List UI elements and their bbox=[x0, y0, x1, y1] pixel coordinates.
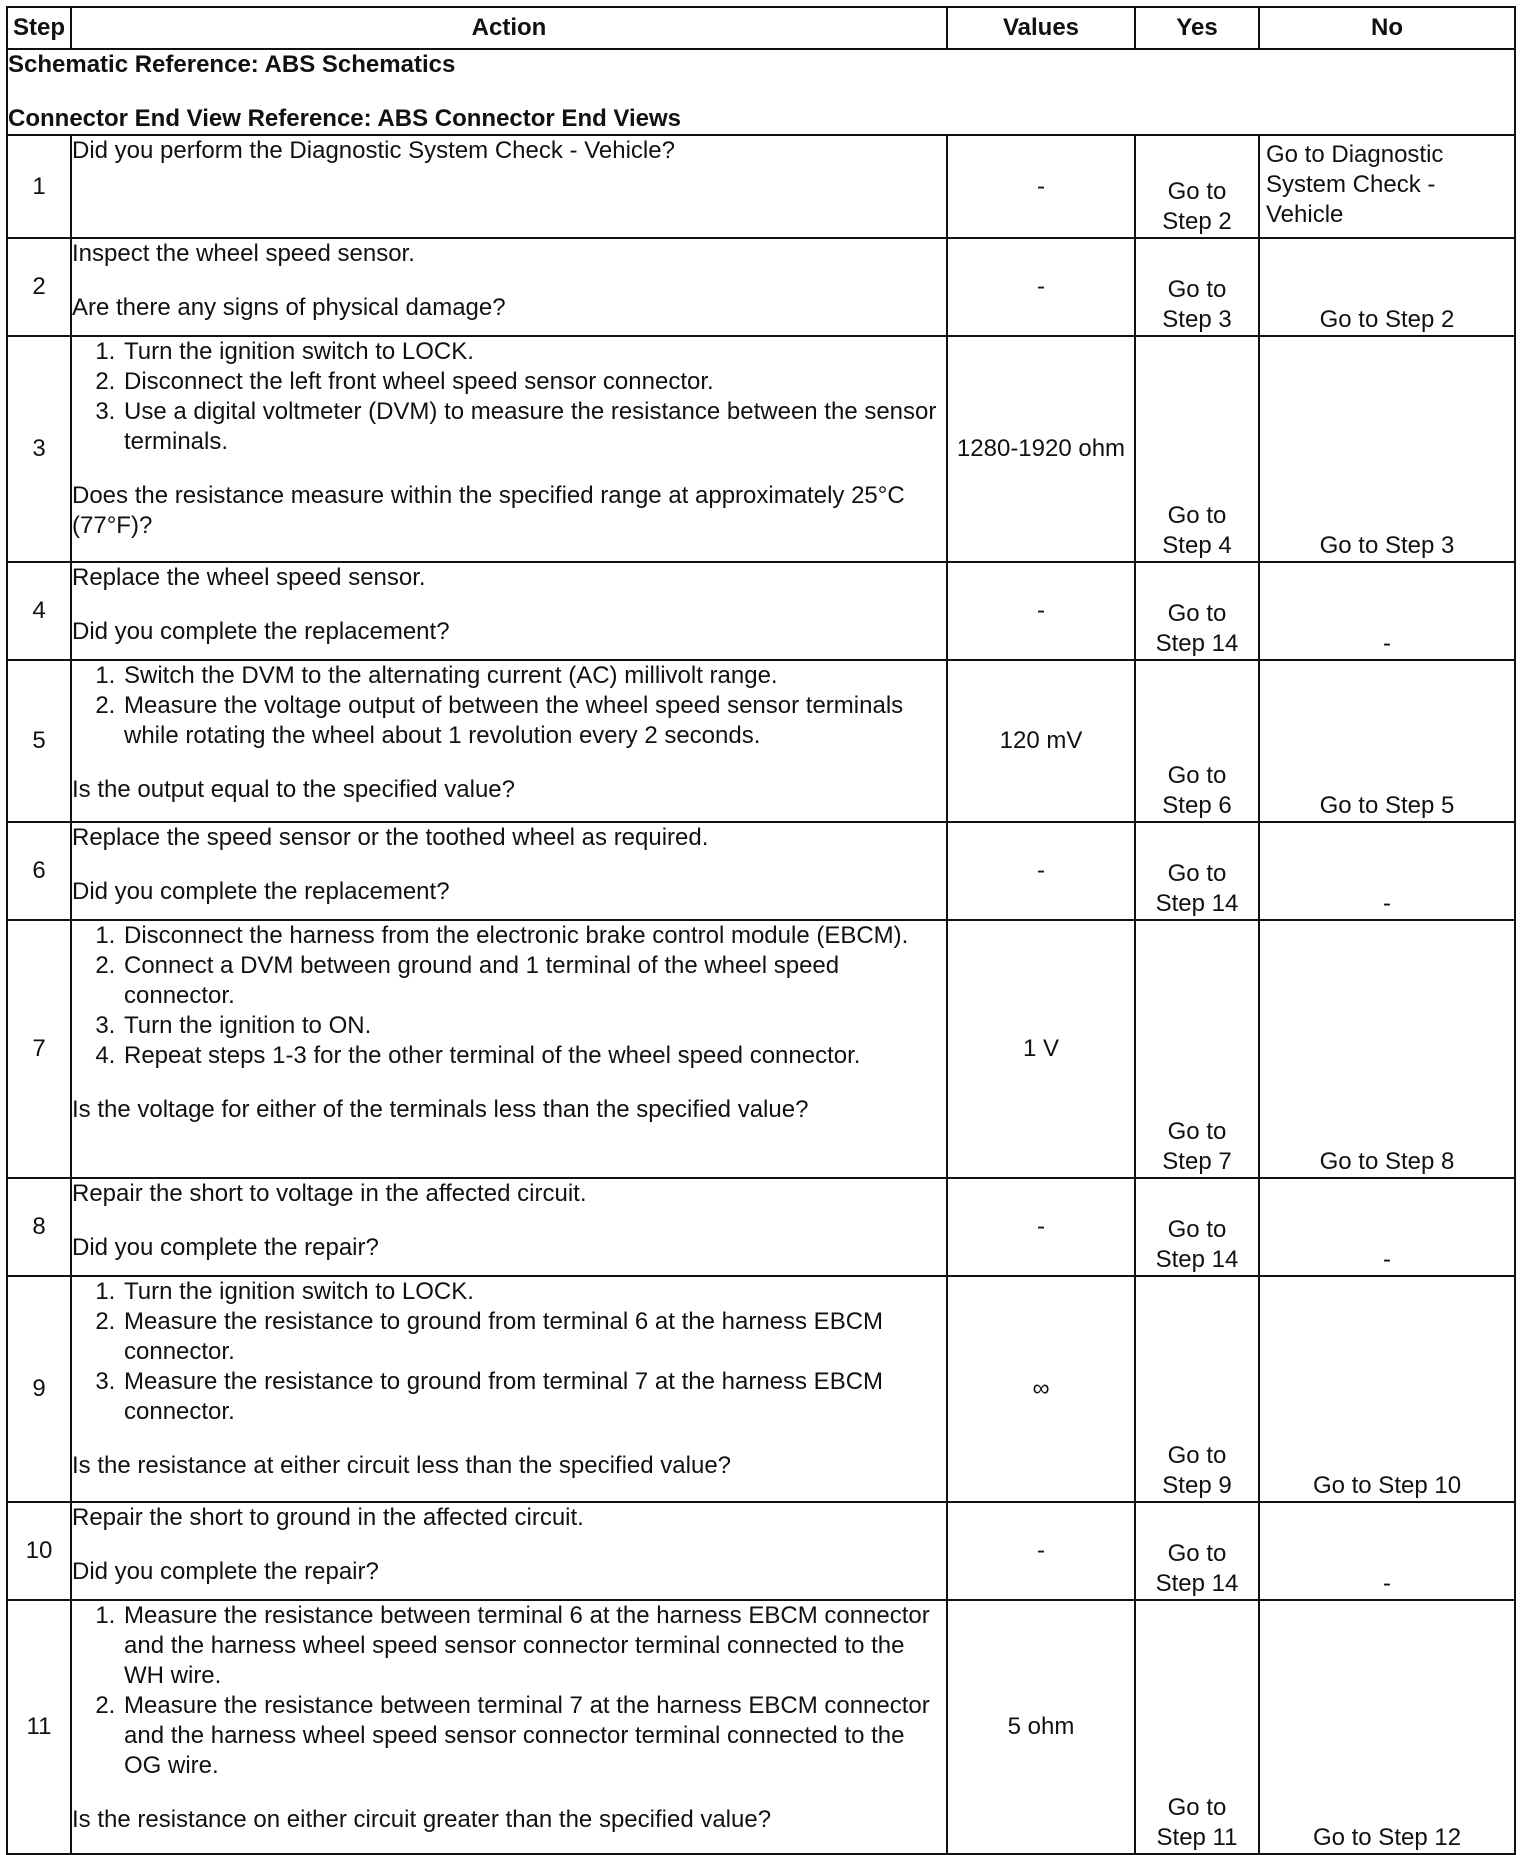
step-number: 5 bbox=[7, 660, 71, 822]
action-cell bbox=[71, 336, 947, 562]
step-row bbox=[7, 920, 1515, 1178]
action-cell bbox=[71, 1276, 947, 1502]
action-steps-list bbox=[72, 921, 946, 1071]
yes-cell bbox=[1135, 822, 1259, 920]
step-row bbox=[7, 135, 1515, 238]
action-cell bbox=[71, 238, 947, 336]
action-step-item: 1. Turn the ignition switch to LOCK. bbox=[122, 337, 946, 367]
action-question: Is the resistance on either circuit greater than the specified value? bbox=[72, 1806, 772, 1833]
step-row bbox=[7, 1276, 1515, 1502]
yes-cell bbox=[1135, 238, 1259, 336]
action-cell bbox=[71, 920, 947, 1178]
yes-cell bbox=[1135, 1502, 1259, 1600]
step-number: 1 bbox=[7, 135, 71, 238]
step-number: 10 bbox=[7, 1502, 71, 1600]
action-step-item: 3. Turn the ignition to ON. bbox=[122, 1011, 946, 1041]
step-row bbox=[7, 1600, 1515, 1854]
no-cell: Go to Step 10 bbox=[1259, 1276, 1515, 1502]
step-number: 9 bbox=[7, 1276, 71, 1502]
no-cell: - bbox=[1259, 562, 1515, 660]
action-steps-list bbox=[72, 1277, 946, 1427]
yes-goto-link: Go to Step 3 bbox=[1162, 276, 1232, 333]
no-cell: - bbox=[1259, 822, 1515, 920]
header-no: No bbox=[1259, 7, 1515, 49]
yes-cell bbox=[1135, 660, 1259, 822]
no-cell: - bbox=[1259, 1502, 1515, 1600]
action-question: Does the resistance measure within the specified range at approximately 25°C (77°F)? bbox=[72, 482, 905, 539]
step-number: 6 bbox=[7, 822, 71, 920]
yes-goto-link: Go to Step 14 bbox=[1155, 1216, 1239, 1273]
action-cell bbox=[71, 822, 947, 920]
no-cell: - bbox=[1259, 1178, 1515, 1276]
yes-goto-link: Go to Step 14 bbox=[1155, 1540, 1239, 1597]
step-number: 11 bbox=[7, 1600, 71, 1854]
action-text: Replace the speed sensor or the toothed wheel as required. bbox=[72, 824, 709, 851]
action-cell bbox=[71, 562, 947, 660]
action-step-item: 1. Turn the ignition switch to LOCK. bbox=[122, 1277, 946, 1307]
yes-goto-link: Go to Step 7 bbox=[1162, 1118, 1232, 1175]
yes-goto-link: Go to Step 9 bbox=[1162, 1442, 1232, 1499]
action-text: Inspect the wheel speed sensor. bbox=[72, 240, 415, 267]
value-cell: - bbox=[947, 135, 1135, 238]
action-question: Did you complete the replacement? bbox=[72, 878, 450, 905]
action-text: Repair the short to voltage in the affected circuit. bbox=[72, 1180, 587, 1207]
no-cell: Go to Step 12 bbox=[1259, 1600, 1515, 1854]
yes-cell bbox=[1135, 1600, 1259, 1854]
yes-cell bbox=[1135, 135, 1259, 238]
step-row bbox=[7, 660, 1515, 822]
action-question: Did you complete the repair? bbox=[72, 1558, 379, 1585]
action-step-item: 1. Measure the resistance between terminal 6 at the harness EBCM connector and the harness wheel speed sensor connector terminal connected to the WH wire. bbox=[122, 1601, 946, 1691]
step-row bbox=[7, 822, 1515, 920]
value-cell: 1 V bbox=[947, 920, 1135, 1178]
action-text: Replace the wheel speed sensor. bbox=[72, 564, 426, 591]
reference-cell bbox=[7, 49, 1515, 135]
step-row bbox=[7, 336, 1515, 562]
value-cell: 5 ohm bbox=[947, 1600, 1135, 1854]
action-step-item: 2. Measure the resistance between terminal 7 at the harness EBCM connector and the harness wheel speed sensor connector terminal connected to the OG wire. bbox=[122, 1691, 946, 1781]
step-number: 7 bbox=[7, 920, 71, 1178]
diagnostic-table bbox=[6, 6, 1516, 1855]
diagnostic-table-container bbox=[6, 6, 1514, 1855]
action-step-item: 2. Disconnect the left front wheel speed sensor connector. bbox=[122, 367, 946, 397]
header-yes: Yes bbox=[1135, 7, 1259, 49]
yes-goto-link: Go to Step 4 bbox=[1162, 502, 1232, 559]
action-step-item: 1. Disconnect the harness from the electronic brake control module (EBCM). bbox=[122, 921, 946, 951]
action-question: Is the output equal to the specified value? bbox=[72, 776, 515, 803]
step-row bbox=[7, 562, 1515, 660]
action-cell bbox=[71, 1600, 947, 1854]
action-cell bbox=[71, 1178, 947, 1276]
action-step-item: 2. Measure the voltage output of between the wheel speed sensor terminals while rotating the wheel about 1 revolution every 2 seconds. bbox=[122, 691, 946, 751]
header-action: Action bbox=[71, 7, 947, 49]
connector-reference: Connector End View Reference: ABS Connector End Views bbox=[8, 105, 682, 132]
yes-goto-link: Go to Step 6 bbox=[1162, 762, 1232, 819]
header-values: Values bbox=[947, 7, 1135, 49]
no-cell: Go to Step 2 bbox=[1259, 238, 1515, 336]
no-cell: Go to Step 3 bbox=[1259, 336, 1515, 562]
action-cell bbox=[71, 135, 947, 238]
yes-goto-link: Go to Step 11 bbox=[1156, 1794, 1238, 1851]
action-cell bbox=[71, 660, 947, 822]
action-step-item: 1. Switch the DVM to the alternating current (AC) millivolt range. bbox=[122, 661, 946, 691]
action-step-item: 4. Repeat steps 1-3 for the other terminal of the wheel speed connector. bbox=[122, 1041, 946, 1071]
yes-goto-link: Go to Step 2 bbox=[1162, 178, 1232, 235]
value-cell: - bbox=[947, 238, 1135, 336]
no-cell: Go to Diagnostic System Check - Vehicle bbox=[1259, 135, 1515, 238]
yes-cell bbox=[1135, 562, 1259, 660]
no-cell: Go to Step 5 bbox=[1259, 660, 1515, 822]
action-step-item: 3. Use a digital voltmeter (DVM) to measure the resistance between the sensor terminals. bbox=[122, 397, 946, 457]
action-steps-list bbox=[72, 1601, 946, 1781]
action-steps-list bbox=[72, 661, 946, 751]
no-cell: Go to Step 8 bbox=[1259, 920, 1515, 1178]
yes-goto-link: Go to Step 14 bbox=[1155, 600, 1239, 657]
action-step-item: 2. Connect a DVM between ground and 1 terminal of the wheel speed connector. bbox=[122, 951, 946, 1011]
value-cell: 1280-1920 ohm bbox=[947, 336, 1135, 562]
value-cell: - bbox=[947, 1502, 1135, 1600]
action-step-item: 2. Measure the resistance to ground from terminal 6 at the harness EBCM connector. bbox=[122, 1307, 946, 1367]
step-row bbox=[7, 1502, 1515, 1600]
action-question: Did you complete the replacement? bbox=[72, 618, 450, 645]
yes-cell bbox=[1135, 336, 1259, 562]
header-row bbox=[7, 7, 1515, 49]
yes-cell bbox=[1135, 920, 1259, 1178]
reference-row bbox=[7, 49, 1515, 135]
action-text: Did you perform the Diagnostic System Check - Vehicle? bbox=[72, 137, 675, 164]
action-question: Is the voltage for either of the terminals less than the specified value? bbox=[72, 1096, 809, 1123]
value-cell: - bbox=[947, 822, 1135, 920]
yes-cell bbox=[1135, 1276, 1259, 1502]
step-number: 8 bbox=[7, 1178, 71, 1276]
yes-cell bbox=[1135, 1178, 1259, 1276]
header-step: Step bbox=[7, 7, 71, 49]
table-body bbox=[7, 49, 1515, 1854]
value-cell: 120 mV bbox=[947, 660, 1135, 822]
action-text: Repair the short to ground in the affected circuit. bbox=[72, 1504, 584, 1531]
step-number: 3 bbox=[7, 336, 71, 562]
action-question: Are there any signs of physical damage? bbox=[72, 294, 506, 321]
yes-goto-link: Go to Step 14 bbox=[1155, 860, 1239, 917]
action-step-item: 3. Measure the resistance to ground from terminal 7 at the harness EBCM connector. bbox=[122, 1367, 946, 1427]
value-cell: - bbox=[947, 1178, 1135, 1276]
action-question: Did you complete the repair? bbox=[72, 1234, 379, 1261]
action-steps-list bbox=[72, 337, 946, 457]
action-question: Is the resistance at either circuit less than the specified value? bbox=[72, 1452, 732, 1479]
step-row bbox=[7, 1178, 1515, 1276]
value-cell: ∞ bbox=[947, 1276, 1135, 1502]
step-number: 2 bbox=[7, 238, 71, 336]
step-number: 4 bbox=[7, 562, 71, 660]
step-row bbox=[7, 238, 1515, 336]
schematic-reference: Schematic Reference: ABS Schematics bbox=[8, 51, 456, 78]
action-cell bbox=[71, 1502, 947, 1600]
value-cell: - bbox=[947, 562, 1135, 660]
